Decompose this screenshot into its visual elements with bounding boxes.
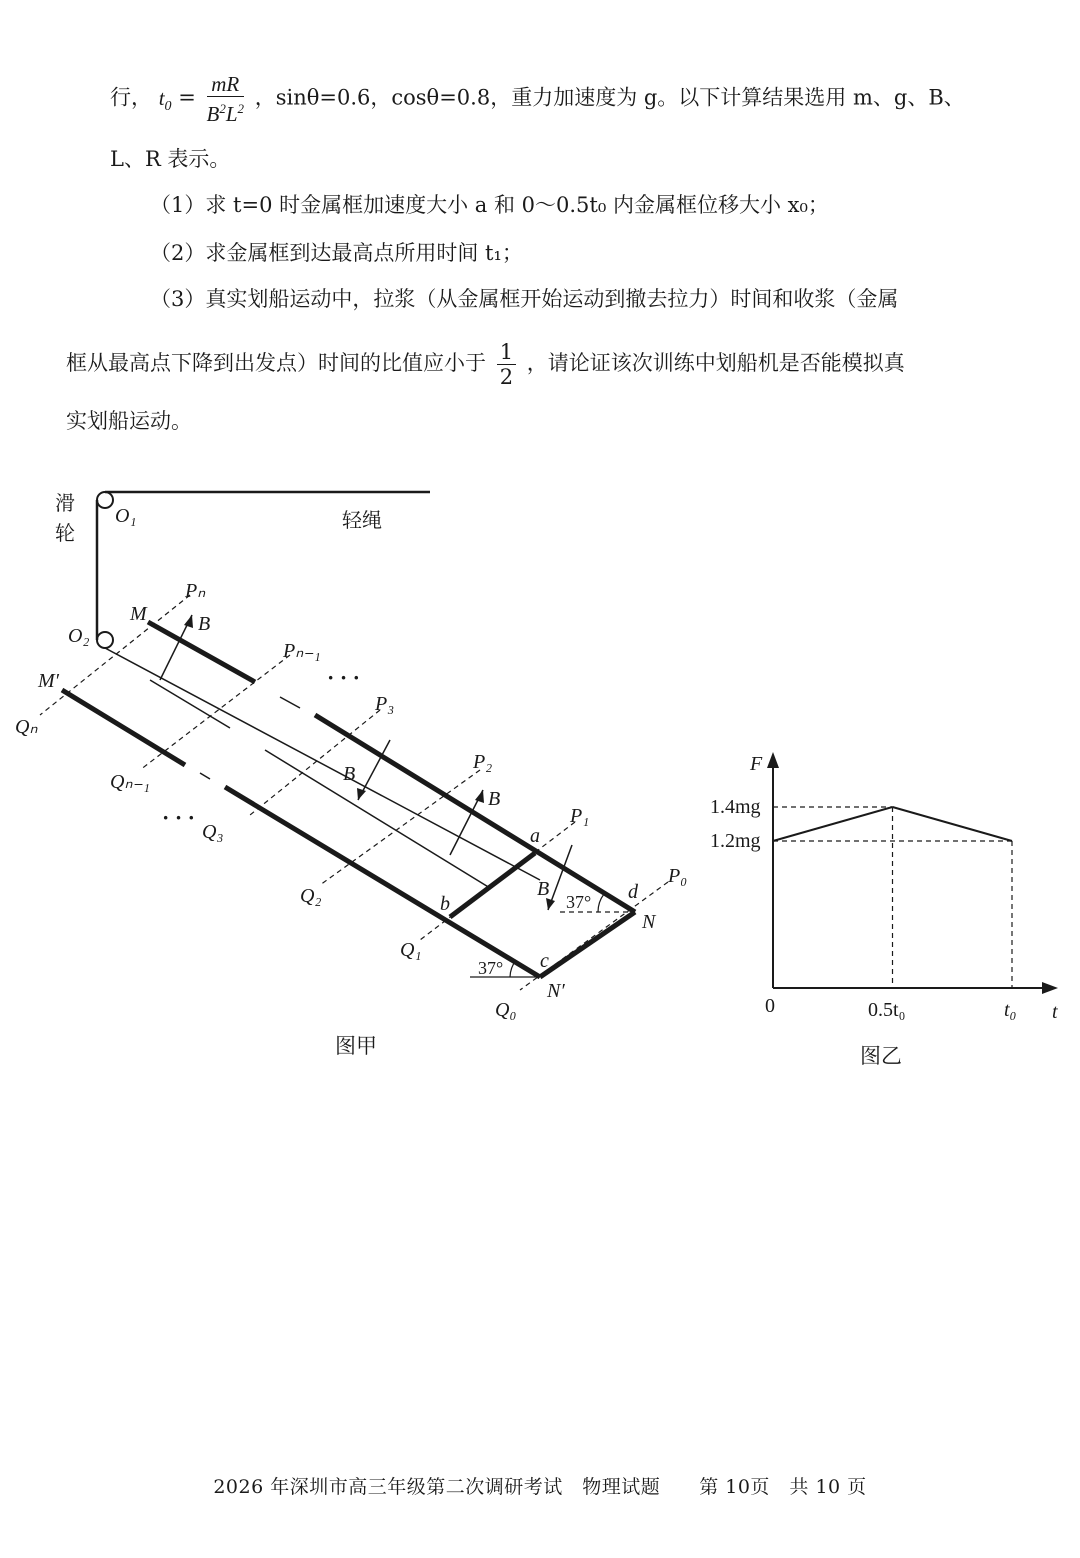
b-arrowhead-3 — [475, 790, 484, 803]
label-m: M — [130, 603, 147, 625]
label-b-field-2: B — [343, 763, 356, 785]
label-n: N — [642, 911, 656, 933]
label-p0: P₀ — [668, 865, 688, 887]
origin-label: 0 — [765, 995, 775, 1017]
label-p1: P₁ — [570, 805, 590, 827]
t0-symbol: $t_0$ — [158, 85, 172, 114]
label-p3: P₃ — [375, 693, 395, 715]
dash-pn — [40, 595, 190, 715]
frame-dn — [540, 912, 635, 977]
y-axis-label: F — [750, 753, 763, 775]
question-3-line-b: 框从最高点下降到出发点）时间的比值应小于 $\frac{1}{2}$ ，请论证该次训练中划船机是否能模拟真 — [66, 340, 905, 389]
y-tick-label-2: 1.2mg — [710, 830, 761, 852]
figure-b-chart — [700, 740, 1070, 1030]
label-q1: Q₁ — [400, 939, 422, 961]
text-line-1 — [110, 72, 965, 126]
page-footer: 2026 年深圳市高三年级第二次调研考试 物理试题 第 10页 共 10 页 — [213, 1476, 867, 1498]
dots-upper: · · · — [327, 665, 361, 690]
fraction-denominator: $B^2L^2$ — [206, 101, 245, 126]
label-rope: 轻绳 — [342, 510, 382, 532]
label-b: b — [440, 893, 450, 915]
pulley-o1 — [97, 492, 113, 508]
label-n-prime: N′ — [547, 980, 565, 1002]
text-line-2: L、R 表示。 — [110, 147, 231, 171]
x-tick-label-2: t₀ — [1004, 999, 1017, 1021]
label-b-field-4: B — [537, 878, 550, 900]
dots-lower: · · · — [162, 805, 196, 830]
label-q0: Q₀ — [495, 999, 517, 1021]
label-p2: P₂ — [473, 751, 493, 773]
label-q2: Q₂ — [300, 885, 322, 907]
question-2: （2）求金属框到达最高点所用时间 t₁； — [150, 241, 523, 265]
b-arrowhead-2 — [357, 788, 366, 800]
series-segment-2 — [893, 807, 1013, 841]
label-qn: Qₙ — [15, 716, 38, 738]
y-axis-arrow — [767, 752, 779, 768]
inner-line-2 — [265, 750, 493, 888]
figure-a — [0, 470, 720, 1030]
series-segment-1 — [773, 807, 893, 841]
rail-mpnp-1 — [62, 690, 185, 765]
label-m-prime: M′ — [38, 670, 60, 692]
equals-sign: = — [178, 85, 196, 110]
dash-p3 — [250, 710, 380, 815]
caption-figure-a: 图甲 — [335, 1034, 377, 1058]
fraction-one-half: $\frac{1}{2}$ — [497, 340, 516, 389]
label-b-field-3: B — [488, 788, 501, 810]
label-b-field-1: B — [198, 613, 211, 635]
label-d: d — [628, 881, 638, 903]
text-fragment: 行， — [110, 85, 152, 110]
angle-arc-top — [598, 894, 604, 912]
label-qn1: Qₙ₋₁ — [110, 771, 150, 793]
label-angle-bottom: 37° — [478, 958, 504, 978]
question-3-line-c: 实划船运动。 — [66, 409, 192, 433]
x-tick-label-1: 0.5t₀ — [868, 999, 906, 1021]
pulley-o2 — [97, 632, 113, 648]
label-a: a — [530, 825, 540, 847]
label-pn: Pₙ — [185, 580, 206, 602]
label-q3: Q₃ — [202, 821, 224, 843]
label-c: c — [540, 950, 549, 972]
label-angle-top: 37° — [566, 892, 592, 912]
caption-figure-b: 图乙 — [860, 1044, 902, 1068]
text-fragment: ，sinθ=0.6，cosθ=0.8，重力加速度为 g。以下计算结果选用 m、g、B、 — [254, 85, 965, 110]
rail-mn-dash — [280, 697, 300, 708]
label-o2: O₂ — [68, 625, 90, 647]
label-pulley-1: 滑 — [55, 493, 75, 515]
x-axis-arrow — [1042, 982, 1058, 994]
y-tick-label-1: 1.4mg — [710, 796, 761, 818]
b-arrowhead-1 — [184, 615, 193, 628]
x-axis-label: t — [1052, 1001, 1058, 1023]
question-1: （1）求 t=0 时金属框加速度大小 a 和 0～0.5t₀ 内金属框位移大小 x₀； — [150, 193, 829, 217]
fraction-numerator: mR — [207, 72, 245, 97]
rail-mpnp-dash — [200, 773, 210, 779]
question-3-line-a: （3）真实划船运动中，拉浆（从金属框开始运动到撤去拉力）时间和收浆（金属 — [150, 287, 899, 311]
inner-line-1 — [150, 680, 230, 728]
label-pulley-2: 轮 — [55, 523, 75, 545]
fraction-mR-over-B2L2 — [207, 72, 245, 126]
label-o1: O₁ — [115, 505, 137, 527]
label-pn1: Pₙ₋₁ — [283, 640, 321, 662]
